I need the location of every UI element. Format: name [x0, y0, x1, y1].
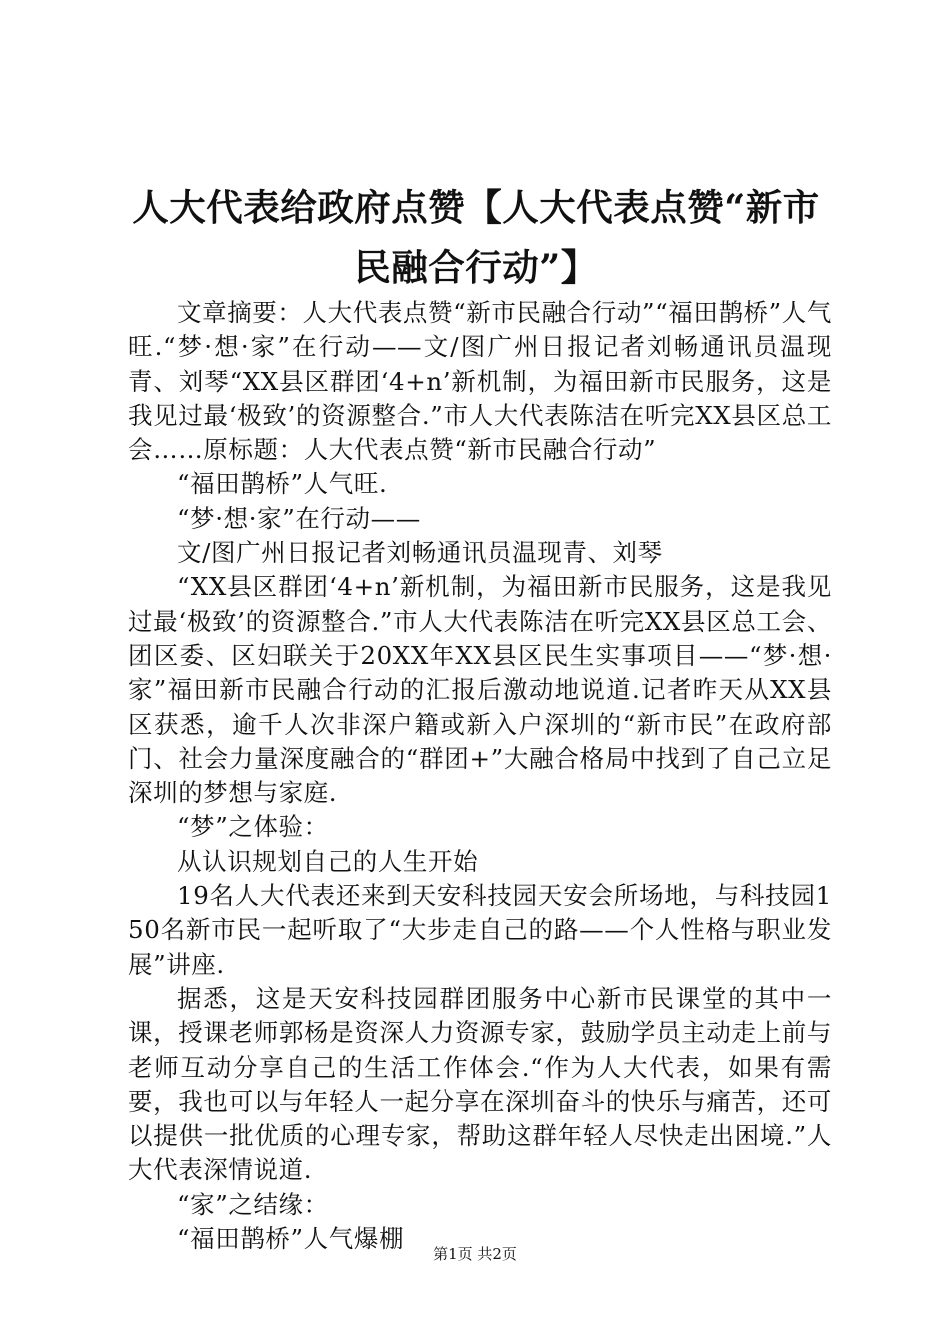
- paragraph-subtitle-2: “梦·想·家”在行动——: [177, 503, 421, 533]
- page-number-footer: 第1页 共2页: [433, 1245, 517, 1263]
- section-heading-home: “家”之结缘：: [177, 1189, 329, 1219]
- paragraph-lead: “XX县区群团‘4+n’新机制，为福田新市民服务，这是我见过最‘极致’的资源整合.”市人大代表陈洁在听完XX县区总工会、团区委、区妇联关于20XX年XX县区民生实事项目——“梦·想·家”福田新市民融合行动的汇报后激动地说道.记者昨天从XX县区获悉，逾千人次非深户籍或新入户深圳的“新市民”在政府部门、社会力量深度融合的“群团+”大融合格局中找到了自己立足深圳的梦想与家庭.: [128, 572, 833, 808]
- paragraph-subtitle-1: “福田鹊桥”人气旺.: [177, 469, 388, 499]
- section-heading-dream: “梦”之体验：: [177, 812, 329, 842]
- paragraph-lecture: 19名人大代表还来到天安科技园天安会所场地，与科技园150名新市民一起听取了“大步走自己的路——个人性格与职业发展”讲座.: [128, 881, 832, 979]
- document-title: 人大代表给政府点赞【人大代表点赞“新市民融合行动”】: [132, 186, 820, 289]
- paragraph-class-detail: 据悉，这是天安科技园群团服务中心新市民课堂的其中一课，授课老师郭杨是资深人力资源专家，鼓励学员主动走上前与老师互动分享自己的生活工作体会.“作为人大代表，如果有需要，我也可以与年轻人一起分享在深圳奋斗的快乐与痛苦，还可以提供一批优质的心理专家，帮助这群年轻人尽快走出困境.”人大代表深情说道.: [128, 983, 832, 1185]
- document-body: [128, 296, 832, 1256]
- section-subheading-dream: 从认识规划自己的人生开始: [177, 846, 479, 876]
- paragraph-abstract: 文章摘要：人大代表点赞“新市民融合行动”“福田鹊桥”人气旺.“梦·想·家”在行动——文/图广州日报记者刘畅通讯员温现青、刘琴“XX县区群团‘4+n’新机制，为福田新市民服务，这是我见过最‘极致’的资源整合.”市人大代表陈洁在听完XX县区总工会……原标题：人大代表点赞“新市民融合行动”: [128, 298, 832, 465]
- paragraph-byline: 文/图广州日报记者刘畅通讯员温现青、刘琴: [177, 538, 663, 568]
- section-subheading-home: “福田鹊桥”人气爆棚: [177, 1224, 405, 1254]
